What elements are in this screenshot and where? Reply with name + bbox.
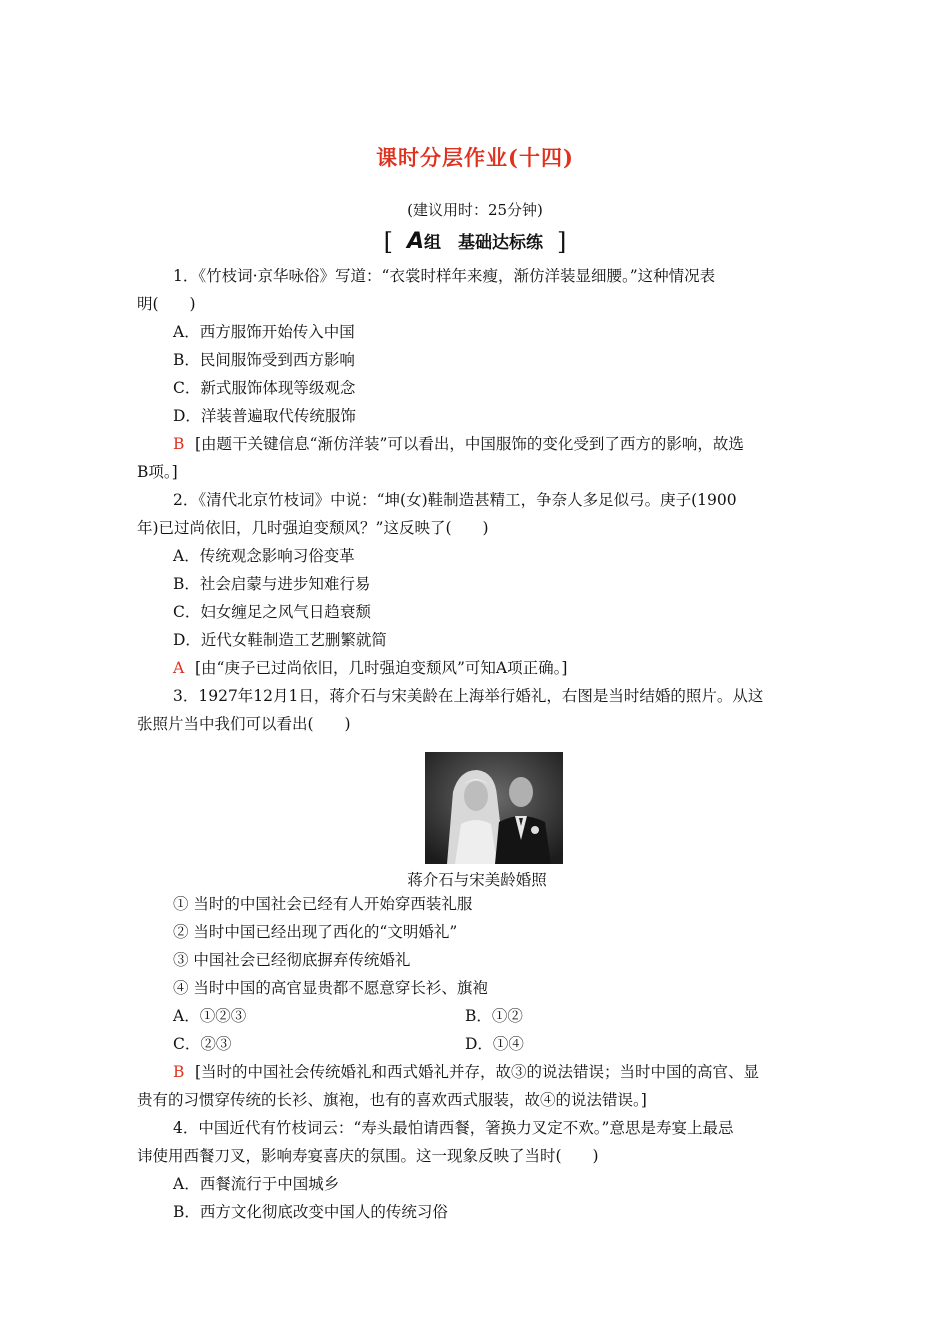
q1-stem: 1．《竹枝词·京华咏俗》写道：“衣裳时样年来瘦，渐仿洋装显细腰。”这种情况表 bbox=[173, 267, 716, 285]
q3-option-b: B．①② bbox=[465, 1007, 523, 1025]
q3-explanation-cont: 贵有的习惯穿传统的长衫、旗袍，也有的喜欢西式服装，故④的说法错误。] bbox=[137, 1091, 647, 1109]
right-bracket-icon: ] bbox=[557, 228, 567, 256]
q1-option-c: C．新式服饰体现等级观念 bbox=[173, 379, 356, 397]
q1-explanation: B [由题干关键信息“渐仿洋装”可以看出，中国服饰的变化受到了西方的影响，故选 bbox=[137, 430, 817, 458]
q3-stem-cont: 张照片当中我们可以看出( ) bbox=[137, 715, 351, 733]
q3-statement-3: ③ 中国社会已经彻底摒弃传统婚礼 bbox=[173, 951, 411, 969]
q1-stem-cont: 明( ) bbox=[137, 295, 196, 313]
section-letter: A bbox=[406, 229, 425, 254]
section-heading bbox=[0, 228, 950, 256]
q2-explanation: A [由“庚子已过尚依旧，几时强迫变颓风”可知A项正确。] bbox=[137, 654, 817, 682]
section-label: 组 基础达标练 bbox=[424, 233, 544, 253]
q4-stem-cont: 讳使用西餐刀叉，影响寿宴喜庆的氛围。这一现象反映了当时( ) bbox=[137, 1147, 599, 1165]
page-title: 课时分层作业(十四) bbox=[376, 145, 574, 170]
q2-option-b: B．社会启蒙与进步知难行易 bbox=[173, 575, 371, 593]
q2-answer: A bbox=[173, 659, 185, 677]
q3-option-c: C．②③ bbox=[173, 1035, 232, 1053]
question-list bbox=[137, 262, 817, 1226]
left-bracket-icon: [ bbox=[383, 228, 393, 256]
q3-option-a: A．①②③ bbox=[173, 1007, 247, 1025]
q1-option-b: B．民间服饰受到西方影响 bbox=[173, 351, 355, 369]
q3-stem: 3．1927年12月1日，蒋介石与宋美龄在上海举行婚礼，右图是当时结婚的照片。从这 bbox=[173, 687, 764, 705]
q1-option-d: D．洋装普遍取代传统服饰 bbox=[173, 407, 356, 425]
q3-options-row-2 bbox=[137, 1030, 817, 1058]
q3-explanation: B [当时的中国社会传统婚礼和西式婚礼并存，故③的说法错误；当时中国的高官、显 bbox=[137, 1058, 817, 1086]
q4-option-a: A．西餐流行于中国城乡 bbox=[173, 1175, 340, 1193]
q1-option-a: A．西方服饰开始传入中国 bbox=[173, 323, 355, 341]
q3-options-row-1 bbox=[137, 1002, 817, 1030]
q3-statement-4: ④ 当时中国的高官显贵都不愿意穿长衫、旗袍 bbox=[173, 979, 488, 997]
q4-stem: 4．中国近代有竹枝词云：“寿头最怕请西餐，箸换力叉定不欢。”意思是寿宴上最忌 bbox=[173, 1119, 734, 1137]
q1-answer: B bbox=[173, 435, 185, 453]
q3-figure bbox=[137, 738, 817, 890]
q2-option-c: C．妇女缠足之风气日趋衰颓 bbox=[173, 603, 371, 621]
q1-explanation-cont: B项。] bbox=[137, 463, 178, 481]
suggested-time: (建议用时：25分钟) bbox=[407, 201, 543, 219]
q4-option-b: B．西方文化彻底改变中国人的传统习俗 bbox=[173, 1203, 448, 1221]
q2-stem-cont: 年)已过尚依旧，几时强迫变颓风？”这反映了( ) bbox=[137, 519, 489, 537]
q3-statement-2: ② 当时中国已经出现了西化的“文明婚礼” bbox=[173, 923, 458, 941]
photo-caption: 蒋介石与宋美龄婚照 bbox=[407, 871, 547, 889]
q2-stem: 2．《清代北京竹枝词》中说：“坤(女)鞋制造甚精工，争奈人多足似弓。庚子(1900 bbox=[173, 491, 737, 509]
q3-option-d: D．①④ bbox=[465, 1035, 524, 1053]
q3-answer: B bbox=[173, 1063, 185, 1081]
q2-option-d: D．近代女鞋制造工艺删繁就简 bbox=[173, 631, 387, 649]
q3-statement-1: ① 当时的中国社会已经有人开始穿西装礼服 bbox=[173, 895, 473, 913]
q2-option-a: A．传统观念影响习俗变革 bbox=[173, 547, 355, 565]
wedding-photo bbox=[425, 752, 563, 864]
